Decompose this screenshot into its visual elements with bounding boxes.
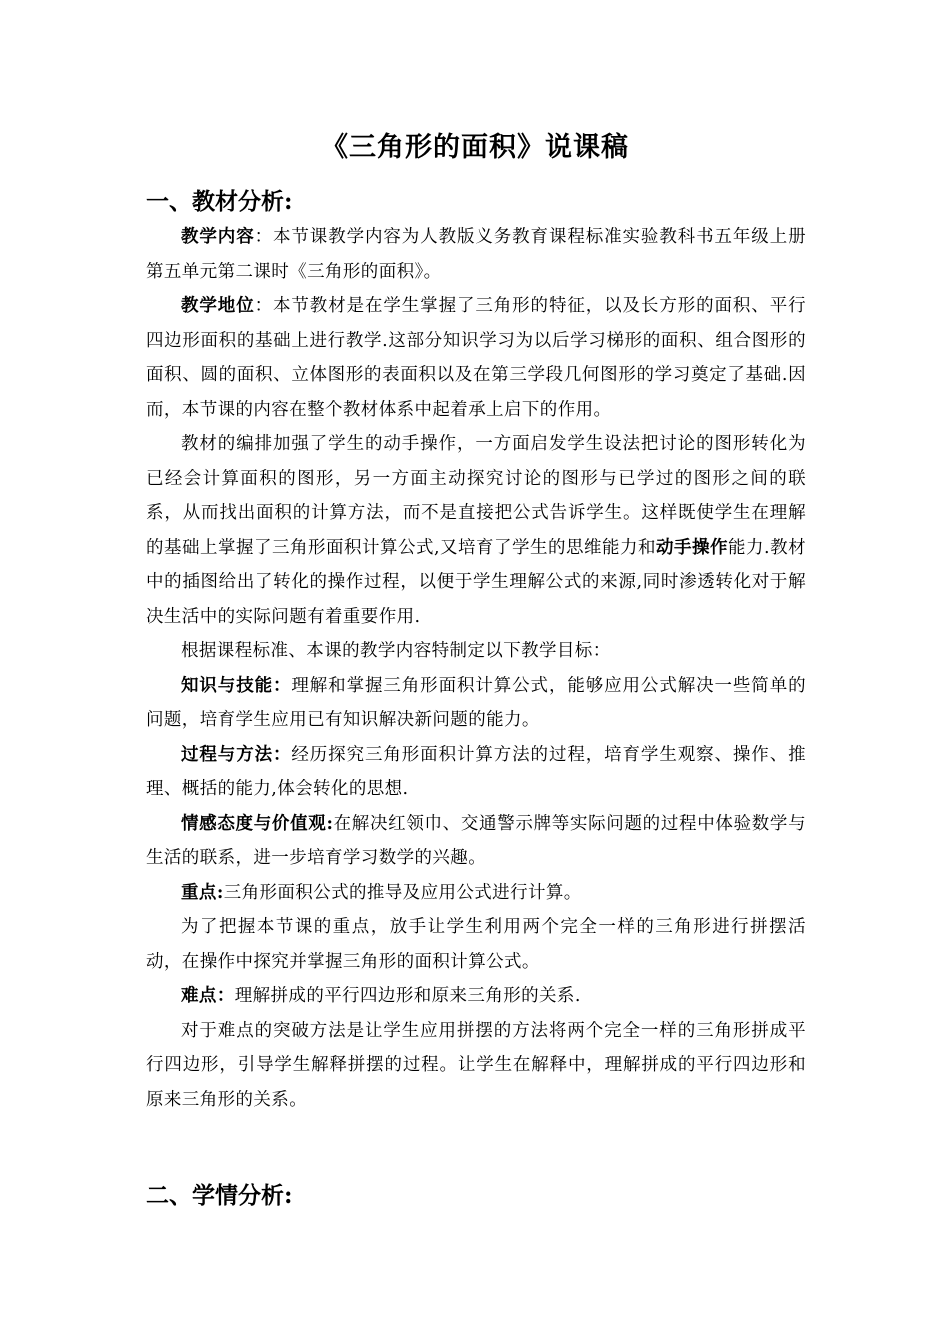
label-separator: : [216,882,224,903]
paragraph-text: 本节教材是在学生掌握了三角形的特征，以及长方形的面积、平行四边形面积的基础上进行教学.这部分知识学习为以后学习梯形的面积、组合图形的面积、圆的面积、立体图形的表面积以及在第三学段几何图形的学习奠定了基础.因而，本节课的内容在整个教材体系中起着承上启下的作用。 [146,296,806,420]
paragraph-text: 为了把握本节课的重点，放手让学生利用两个完全一样的三角形进行拼摆活动，在操作中探究并掌握三角形的面积计算公式。 [146,917,806,972]
label-separator: : [326,813,334,834]
label-separator: ： [254,227,273,247]
paragraph-text: 能力.教材中的插图给出了转化的操作过程，以便于学生理解公式的来源,同时渗透转化对于解决生活中的实际问题有着重要作用. [146,537,806,627]
paragraph-textbook-design [146,427,806,634]
bold-phrase: 动手操作 [656,537,729,558]
paragraph-label: 过程与方法 [181,744,273,765]
paragraph-key-point-approach [146,910,806,979]
paragraph-label: 教学内容 [181,227,255,247]
paragraph-label: 难点 [181,986,217,1006]
label-separator: ： [216,986,235,1006]
paragraph-knowledge-skills [146,669,806,738]
label-separator: ： [272,744,292,765]
paragraph-text: 本节课教学内容为人教版义务教育课程标准实验教科书五年级上册第五单元第二课时《三角形的面积》。 [146,227,806,282]
paragraph-difficulty-approach [146,1014,806,1118]
paragraph-content [146,220,806,289]
paragraph-text: 在解决红领巾、交通警示牌等实际问题的过程中体验数学与生活的联系，进一步培育学习数学的兴趣。 [146,813,807,868]
paragraph-goals-intro [146,634,806,669]
paragraph-process-method [146,738,806,807]
paragraph-label: 情感态度与价值观 [181,813,327,834]
section-heading-students: 二、学情分析: [146,1182,293,1209]
document-title: 《三角形的面积》说课稿 [321,132,629,163]
paragraph-text: 对于难点的突破方法是让学生应用拼摆的方法将两个完全一样的三角形拼成平行四边形，引导学生解释拼摆的过程。让学生在解释中，理解拼成的平行四边形和原来三角形的关系。 [146,1020,806,1110]
paragraph-difficulty [146,979,806,1014]
paragraph-label: 教学地位 [181,296,255,316]
paragraph-text: 根据课程标准、本课的教学内容特制定以下教学目标： [181,641,611,661]
paragraph-text: 教材的编排加强了学生的动手操作，一方面启发学生设法把讨论的图形转化为已经会计算面积的图形，另一方面主动探究讨论的图形与已学过的图形之间的联系，从而找出面积的计算方法，而不是直接把公式告诉学生。这样既使学生在理解的基础上掌握了三角形面积计算公式,又培育了学生的思维能力和 [146,434,806,558]
label-separator: ： [272,675,292,696]
paragraph-status [146,289,806,427]
label-separator: ： [254,296,273,316]
section-heading-materials: 一、教材分析: [146,188,293,215]
paragraph-label: 知识与技能 [181,675,273,696]
document-body [146,220,806,1117]
paragraph-text: 三角形面积公式的推导及应用公式进行计算。 [223,882,582,903]
paragraph-attitude-values [146,807,806,876]
paragraph-text: 经历探究三角形面积计算方法的过程，培育学生观察、操作、推理、概括的能力,体会转化的思想. [146,744,806,799]
paragraph-label: 重点 [181,882,217,903]
paragraph-key-point [146,876,806,911]
paragraph-text: 理解和掌握三角形面积计算公式，能够应用公式解决一些简单的问题，培育学生应用已有知识解决新问题的能力。 [146,675,806,730]
paragraph-text: 理解拼成的平行四边形和原来三角形的关系. [234,986,581,1006]
